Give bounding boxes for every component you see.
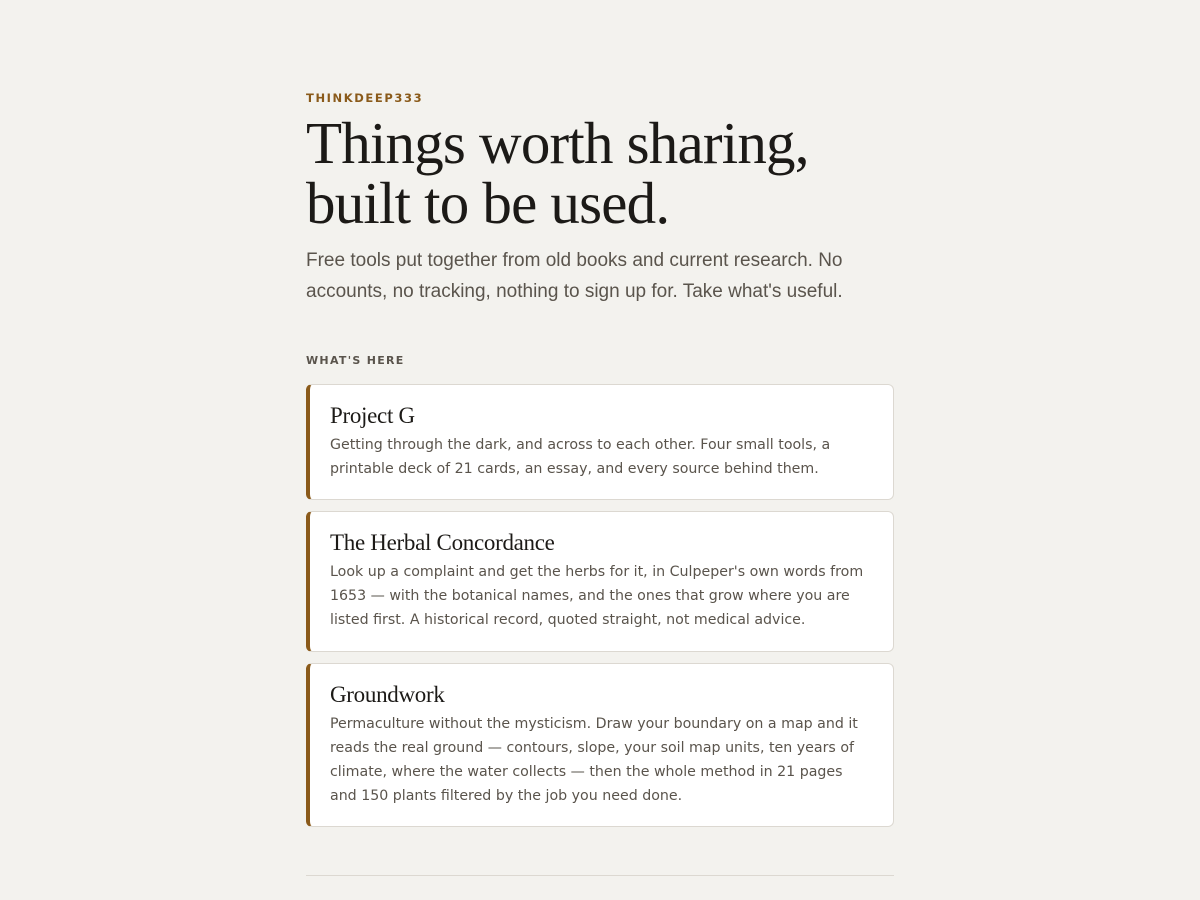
card-groundwork[interactable]: [306, 663, 894, 827]
page-title-line-1: Things worth sharing,: [306, 110, 809, 176]
card-title: Groundwork: [330, 682, 445, 707]
card-description: Permaculture without the mysticism. Draw your boundary on a map and it reads the real ground — contours, slope, your soil map units, ten years of climate, where the water collects — then the whole method in 21 pages and 150 plants filtered by the job you need done.: [330, 716, 858, 804]
card-description: Look up a complaint and get the herbs for it, in Culpeper's own words from 1653 — with the botanical names, and the ones that grow where you are listed first. A historical record, quoted straight, not medical advice.: [330, 564, 864, 628]
footer-divider: [306, 875, 894, 876]
section-label: WHAT'S HERE: [306, 354, 405, 367]
page-title-line-2: built to be used.: [306, 170, 670, 236]
site-name: THINKDEEP333: [306, 91, 424, 105]
card-project-g[interactable]: [306, 384, 894, 500]
card-description: Getting through the dark, and across to each other. Four small tools, a printable deck of 21 cards, an essay, and every source behind them.: [330, 437, 831, 477]
card-herbal-concordance[interactable]: [306, 511, 894, 652]
page-title: [306, 110, 926, 236]
card-title: The Herbal Concordance: [330, 530, 555, 555]
card-title: Project G: [330, 403, 415, 428]
intro-text: Free tools put together from old books and current research. No accounts, no tracking, nothing to sign up for. Take what's useful.: [306, 250, 843, 302]
